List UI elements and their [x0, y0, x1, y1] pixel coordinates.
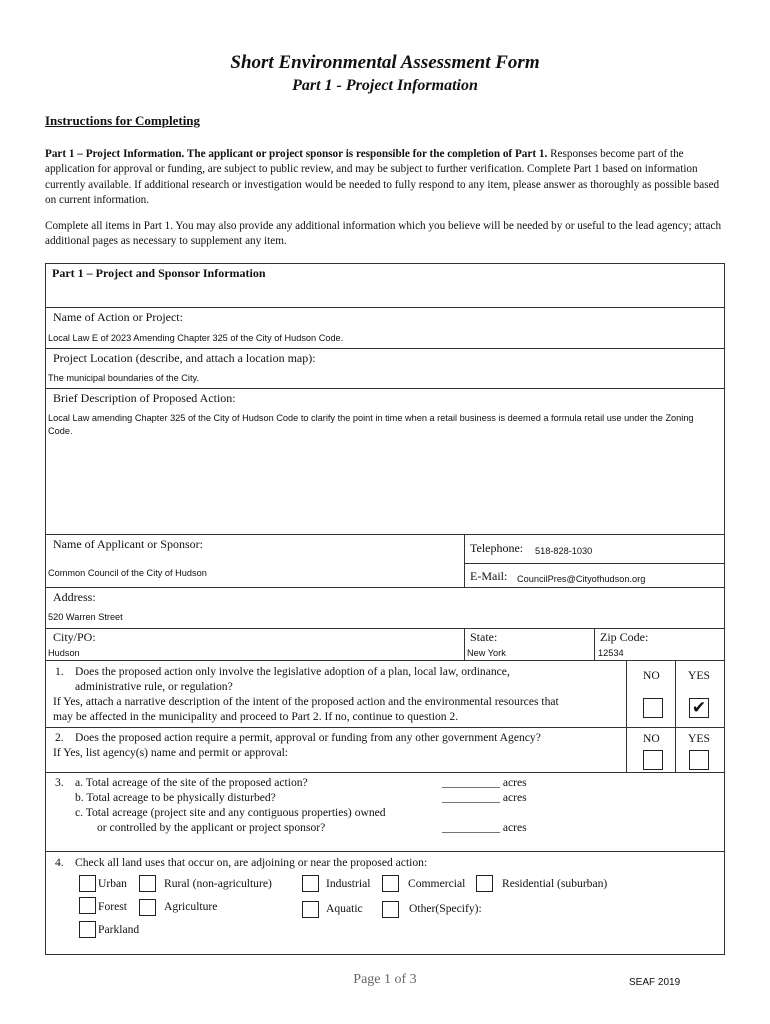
instructions-p1-rest: Responses become part of the application for approval or funding, are subject to public review, and may be subject to further verification. Complete Part 1 based on information currently available. If additional research or investigation would be needed to fully respond to any item, please answer as thoroughly as possible based on current information.: [45, 148, 720, 206]
location-label: Project Location (describe, and attach a location map):: [53, 351, 316, 365]
land-use-commercial-checkbox[interactable]: [382, 875, 399, 892]
city-value[interactable]: Hudson: [48, 648, 80, 658]
q1-number: 1.: [55, 665, 64, 678]
section-title: Part 1 – Project and Sponsor Information: [52, 266, 266, 280]
q3-c-line-2: or controlled by the applicant or project sponsor?: [97, 821, 326, 834]
land-use-parkland-label: Parkland: [98, 923, 140, 936]
land-use-residential-label: Residential (suburban): [502, 877, 608, 890]
land-use-parkland-checkbox[interactable]: [79, 921, 96, 938]
q1-yes-label: YES: [688, 669, 710, 682]
q1-yes-checkbox[interactable]: ✔: [689, 698, 709, 718]
state-label: State:: [470, 630, 498, 644]
q1-line-2: administrative rule, or regulation?: [75, 680, 233, 693]
land-use-agriculture-checkbox[interactable]: [139, 899, 156, 916]
q2-no-checkbox[interactable]: [643, 750, 663, 770]
action-name-label: Name of Action or Project:: [53, 310, 183, 324]
land-use-other-label: Other(Specify):: [409, 902, 482, 915]
q3-c-acres[interactable]: __________ acres: [442, 821, 527, 834]
land-use-forest-checkbox[interactable]: [79, 897, 96, 914]
description-value[interactable]: Local Law amending Chapter 325 of the City of Hudson Code to clarify the point in time when a retail business is deemed a formula retail use under the Zoning Code.: [48, 413, 694, 436]
q1-line-4: may be affected in the municipality and proceed to Part 2. If no, continue to question 2.: [53, 710, 459, 723]
description-label: Brief Description of Proposed Action:: [53, 391, 236, 405]
state-value[interactable]: New York: [467, 648, 506, 658]
telephone-label: Telephone:: [470, 541, 524, 555]
q1-no-checkbox[interactable]: [643, 698, 663, 718]
land-use-rural-checkbox[interactable]: [139, 875, 156, 892]
instructions-p1-bold: Part 1 – Project Information. The applicant or project sponsor is responsible for the completion of Part 1.: [45, 148, 548, 160]
land-use-forest-label: Forest: [98, 900, 127, 913]
land-use-aquatic-checkbox[interactable]: [302, 901, 319, 918]
land-use-other-checkbox[interactable]: [382, 901, 399, 918]
zip-label: Zip Code:: [600, 630, 649, 644]
q2-no-label: NO: [643, 732, 660, 745]
applicant-value[interactable]: Common Council of the City of Hudson: [48, 568, 207, 578]
land-use-aquatic-label: Aquatic: [326, 902, 363, 915]
zip-value[interactable]: 12534: [598, 648, 624, 658]
land-use-industrial-checkbox[interactable]: [302, 875, 319, 892]
email-value[interactable]: CouncilPres@Cityofhudson.org: [517, 574, 646, 584]
q4-number: 4.: [55, 856, 64, 869]
project-info-form: [45, 263, 725, 955]
address-value[interactable]: 520 Warren Street: [48, 612, 123, 622]
applicant-label: Name of Applicant or Sponsor:: [53, 537, 203, 551]
q1-no-label: NO: [643, 669, 660, 682]
land-use-agriculture-label: Agriculture: [164, 900, 218, 913]
city-label: City/PO:: [53, 630, 96, 644]
q3-b-acres[interactable]: __________ acres: [442, 791, 527, 804]
q2-yes-label: YES: [688, 732, 710, 745]
instructions-heading: Instructions for Completing: [45, 113, 201, 128]
land-use-urban-checkbox[interactable]: [79, 875, 96, 892]
q3-c-line-1: c. Total acreage (project site and any contiguous properties) owned: [75, 806, 386, 819]
q1-line-1: Does the proposed action only involve the legislative adoption of a plan, local law, ordinance,: [75, 665, 510, 678]
instructions-paragraph-2: Complete all items in Part 1. You may also provide any additional information which you believe will be needed by or useful to the lead agency; attach additional pages as necessary to supplement any item.: [45, 220, 722, 248]
q3-a: a. Total acreage of the site of the proposed action?: [75, 776, 308, 789]
telephone-value[interactable]: 518-828-1030: [535, 546, 593, 556]
action-name-value[interactable]: Local Law E of 2023 Amending Chapter 325 of the City of Hudson Code.: [48, 333, 344, 343]
land-use-urban-label: Urban: [98, 877, 127, 890]
location-value[interactable]: The municipal boundaries of the City.: [48, 373, 199, 383]
q3-b: b. Total acreage to be physically disturbed?: [75, 791, 276, 804]
form-subtitle: Part 1 - Project Information: [292, 77, 478, 94]
q2-line-2: If Yes, list agency(s) name and permit or approval:: [53, 746, 289, 759]
q3-number: 3.: [55, 776, 64, 789]
land-use-rural-label: Rural (non-agriculture): [164, 877, 272, 890]
page-number: Page 1 of 3: [353, 972, 417, 987]
form-title: Short Environmental Assessment Form: [230, 52, 540, 73]
land-use-industrial-label: Industrial: [326, 877, 371, 890]
q1-line-3: If Yes, attach a narrative description of the intent of the proposed action and the environmental resources that: [53, 695, 559, 708]
q4-text: Check all land uses that occur on, are adjoining or near the proposed action:: [75, 856, 428, 869]
address-label: Address:: [53, 590, 96, 604]
land-use-commercial-label: Commercial: [408, 877, 466, 890]
email-label: E-Mail:: [470, 569, 508, 583]
land-use-residential-checkbox[interactable]: [476, 875, 493, 892]
q2-yes-checkbox[interactable]: [689, 750, 709, 770]
q2-line-1: Does the proposed action require a permit, approval or funding from any other government Agency?: [75, 731, 541, 744]
form-revision: SEAF 2019: [629, 977, 681, 988]
instructions-paragraph-1: [45, 147, 725, 208]
q2-number: 2.: [55, 731, 64, 744]
q3-a-acres[interactable]: __________ acres: [442, 776, 527, 789]
